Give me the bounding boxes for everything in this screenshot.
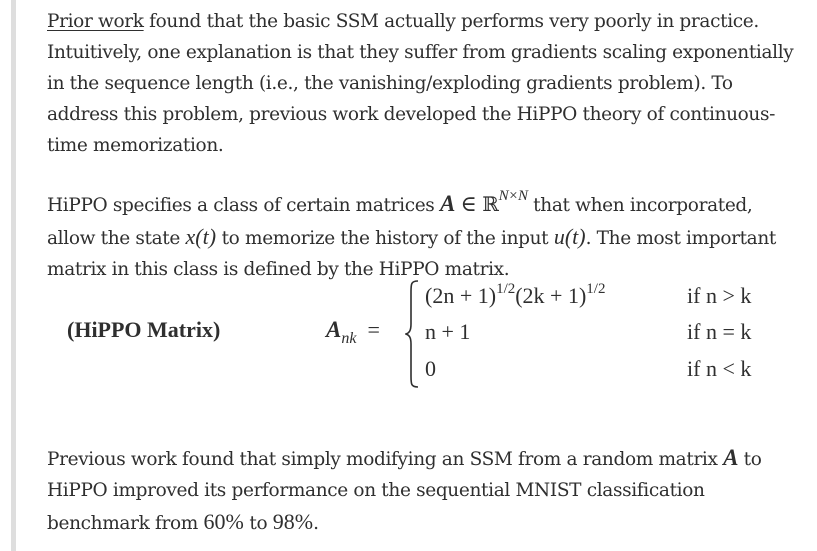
paragraph-mnist-result	[47, 442, 802, 539]
equation-label: (HiPPO Matrix)	[67, 317, 221, 342]
prior-work-link[interactable]: Prior work	[47, 11, 144, 32]
reals-symbol: ℝ	[482, 192, 499, 216]
state-symbol: x(t)	[185, 224, 217, 249]
element-of-symbol: ∈	[454, 191, 483, 216]
paragraph2-text-1: HiPPO specifies a class of certain matrices	[47, 195, 440, 216]
paragraph-hippo-definition	[47, 188, 802, 285]
case-3-value: 0	[425, 356, 436, 381]
paragraph1-text: found that the basic SSM actually performs very poorly in practice. Intuitively, one explanation is that they suffer from gradients scaling exponentially in the sequence length (i.e., the vanishing/exploding gradients problem). To address this problem, previous work developed the HiPPO theory of continuous-time memorization.	[47, 11, 794, 156]
paragraph2-text-2: that when incorporated, allow the state	[47, 195, 753, 249]
case-1-value: $(2n + 1)^{1/2}(2k + 1)^{1/2}$	[425, 281, 606, 308]
paragraph-prior-work	[47, 6, 802, 161]
paragraph2-text-4: . The most important matrix in this class is defined by the HiPPO matrix.	[47, 228, 777, 280]
paragraph3-text-1: Previous work found that simply modifying an SSM from a random matrix	[47, 449, 724, 470]
paragraph3-text-2: to HiPPO improved its performance on the sequential MNIST classification benchmark from	[47, 449, 762, 534]
paragraph3-text-4: .	[313, 513, 319, 534]
to-percentage: 98%	[272, 509, 314, 534]
blockquote-bar	[11, 0, 16, 551]
article-content	[47, 6, 802, 534]
matrix-a-symbol: A	[439, 191, 455, 216]
case-1-condition: if n > k	[687, 283, 752, 308]
equation-lhs: $A_{nk}$ =	[326, 317, 380, 347]
case-2-value: n + 1	[425, 319, 471, 344]
input-symbol: u(t)	[553, 224, 586, 249]
hippo-matrix-equation	[47, 274, 802, 394]
paragraph3-text-3: to	[243, 513, 273, 534]
case-3-condition: if n < k	[687, 356, 752, 381]
case-2-condition: if n = k	[687, 319, 752, 344]
matrix-a-symbol-2: A	[723, 445, 739, 470]
paragraph2-text-3: to memorize the history of the input	[216, 228, 554, 249]
dimension-superscript: N×N	[498, 188, 528, 204]
from-percentage: 60%	[203, 509, 244, 534]
cases-brace	[405, 280, 419, 388]
